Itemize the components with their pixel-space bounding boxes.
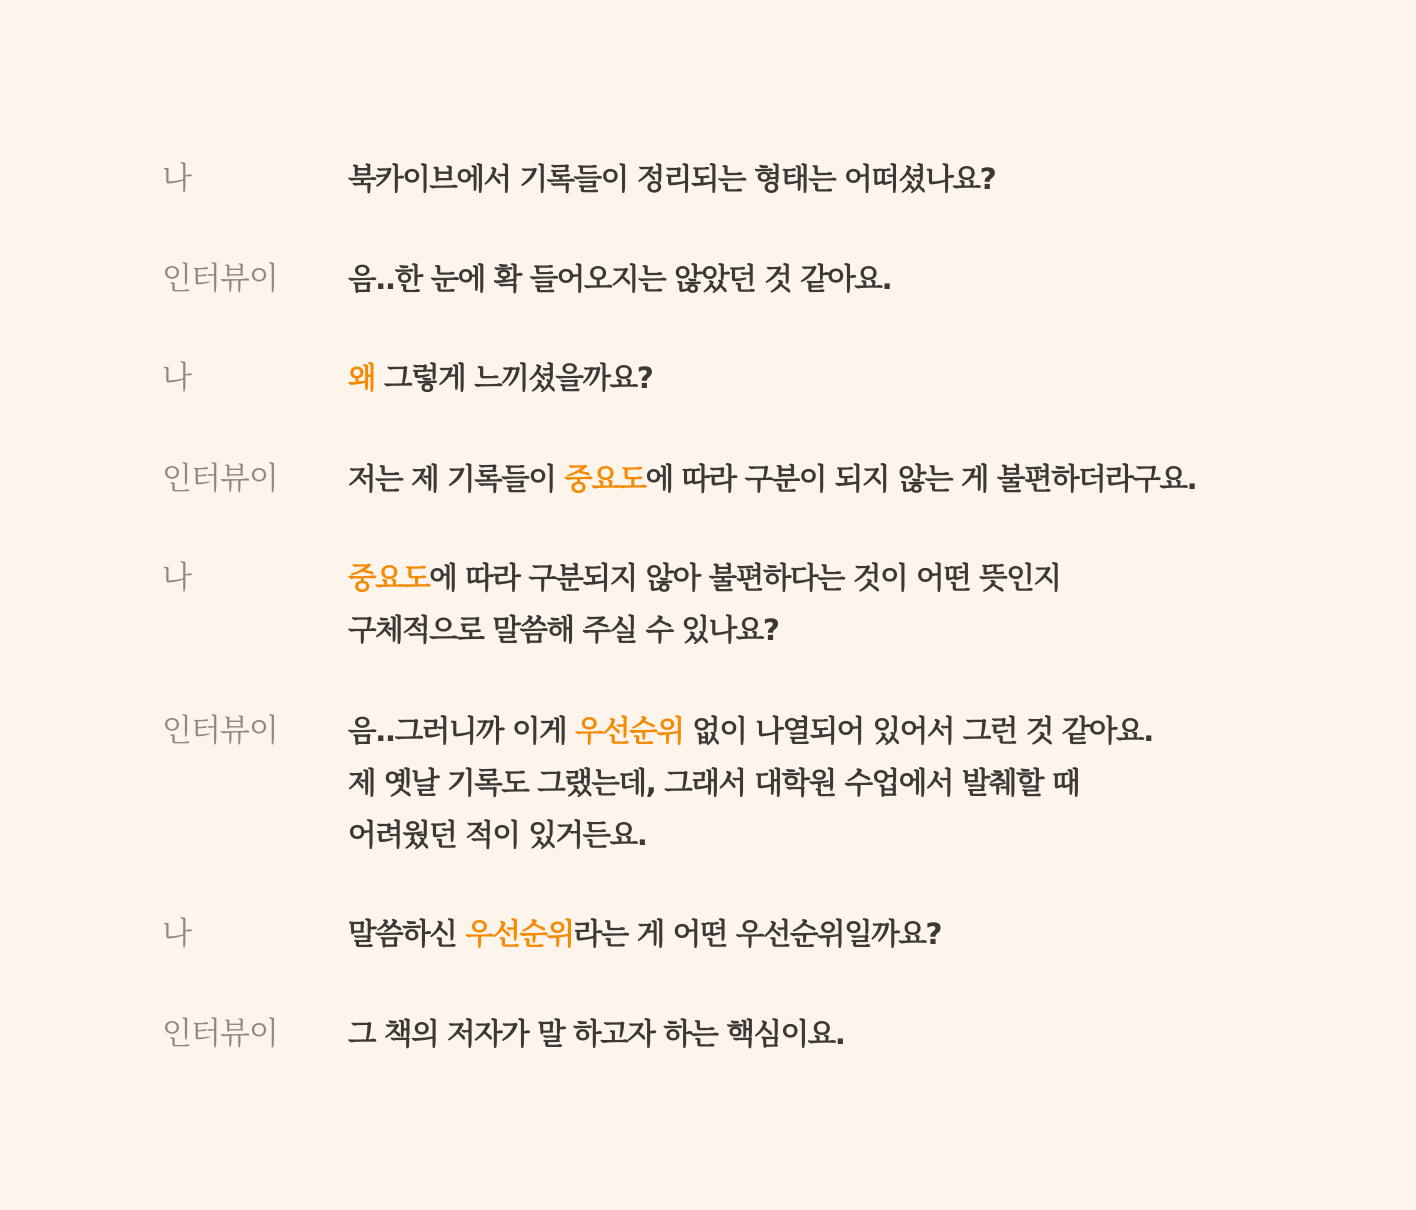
utterance-line bbox=[348, 908, 1388, 960]
utterance-text: 그렇게 느끼셨을까요? bbox=[375, 361, 653, 395]
utterance-line bbox=[348, 453, 1388, 505]
speaker-label: 나 bbox=[162, 161, 191, 197]
utterance-text: 그 책의 저자가 말 하고자 하는 핵심이요. bbox=[348, 1017, 845, 1051]
highlighted-keyword: 우선순위 bbox=[465, 917, 574, 951]
utterance-line bbox=[348, 705, 1388, 757]
utterance-text: 라는 게 어떤 우선순위일까요? bbox=[573, 917, 942, 951]
utterance-text: 북카이브에서 기록들이 정리되는 형태는 어떠셨나요? bbox=[348, 162, 996, 196]
utterance bbox=[348, 153, 1388, 205]
utterance-text: 없이 나열되어 있어서 그런 것 같아요. bbox=[683, 714, 1153, 748]
speaker-label: 인터뷰이 bbox=[162, 461, 278, 497]
utterance bbox=[348, 352, 1388, 404]
utterance bbox=[348, 1008, 1388, 1060]
utterance-text: 에 따라 구분되지 않아 불편하다는 것이 어떤 뜻인지 bbox=[429, 561, 1061, 595]
highlighted-keyword: 중요도 bbox=[564, 462, 646, 496]
utterance-text: 음..한 눈에 확 들어오지는 않았던 것 같아요. bbox=[348, 262, 892, 296]
speaker-label: 인터뷰이 bbox=[162, 1016, 278, 1052]
speaker-label: 나 bbox=[162, 360, 191, 396]
utterance-text: 말씀하신 bbox=[348, 917, 466, 951]
utterance bbox=[348, 253, 1388, 305]
highlighted-keyword: 우선순위 bbox=[575, 714, 684, 748]
utterance bbox=[348, 552, 1388, 656]
utterance-line bbox=[348, 604, 1388, 656]
utterance-text: 구체적으로 말씀해 주실 수 있나요? bbox=[348, 613, 779, 647]
utterance-text: 음..그러니까 이게 bbox=[348, 714, 576, 748]
speaker-label: 인터뷰이 bbox=[162, 713, 278, 749]
utterance bbox=[348, 908, 1388, 960]
utterance-line bbox=[348, 552, 1388, 604]
utterance bbox=[348, 453, 1388, 505]
utterance-line bbox=[348, 352, 1388, 404]
highlighted-keyword: 왜 bbox=[348, 361, 376, 395]
utterance-text: 저는 제 기록들이 bbox=[348, 462, 565, 496]
utterance-line bbox=[348, 757, 1388, 809]
utterance-text: 제 옛날 기록도 그랬는데, 그래서 대학원 수업에서 발췌할 때 bbox=[348, 766, 1080, 800]
utterance-text: 에 따라 구분이 되지 않는 게 불편하더라구요. bbox=[645, 462, 1197, 496]
speaker-label: 인터뷰이 bbox=[162, 261, 278, 297]
utterance-line bbox=[348, 809, 1388, 861]
utterance-text: 어려웠던 적이 있거든요. bbox=[348, 818, 647, 852]
speaker-label: 나 bbox=[162, 916, 191, 952]
speaker-label: 나 bbox=[162, 560, 191, 596]
utterance-line bbox=[348, 253, 1388, 305]
utterance bbox=[348, 705, 1388, 861]
utterance-line bbox=[348, 153, 1388, 205]
highlighted-keyword: 중요도 bbox=[348, 561, 430, 595]
utterance-line bbox=[348, 1008, 1388, 1060]
